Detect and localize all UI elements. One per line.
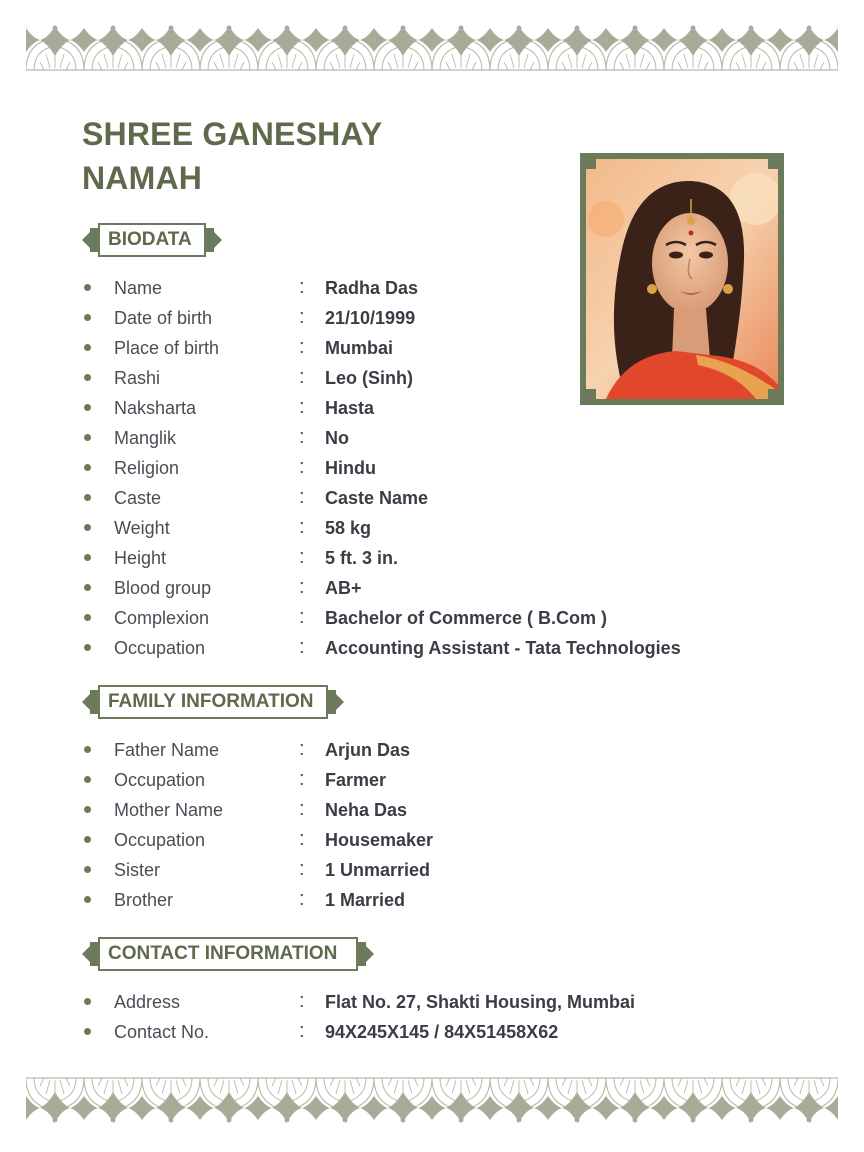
section-heading-text: FAMILY INFORMATION (108, 691, 314, 712)
colon-separator: : (299, 828, 305, 850)
bullet-dot (84, 284, 91, 291)
field-value: AB+ (325, 578, 362, 598)
biodata-row-rashi (0, 363, 864, 393)
bullet-dot (84, 998, 91, 1005)
top-ornamental-border (26, 24, 838, 72)
family-row-mother-occupation (0, 825, 864, 855)
section-heading-biodata (82, 222, 222, 258)
field-label: Caste (114, 488, 162, 508)
field-value: Flat No. 27, Shakti Housing, Mumbai (325, 992, 636, 1012)
family-row-mother-name (0, 795, 864, 825)
bullet-dot (84, 866, 91, 873)
bullet-dot (84, 464, 91, 471)
biodata-row-weight (0, 513, 864, 543)
biodata-row-name (0, 273, 864, 303)
field-value: Hasta (325, 398, 375, 418)
bullet-dot (84, 776, 91, 783)
field-value: 5 ft. 3 in. (325, 548, 399, 568)
biodata-row-naksharta (0, 393, 864, 423)
colon-separator: : (299, 636, 305, 658)
colon-separator: : (299, 768, 305, 790)
field-label: Rashi (114, 368, 161, 388)
bullet-dot (84, 554, 91, 561)
field-value: 1 Unmarried (325, 860, 431, 880)
bullet-dot (84, 614, 91, 621)
colon-separator: : (299, 516, 305, 538)
bottom-ornamental-border (26, 1076, 838, 1124)
colon-separator: : (299, 426, 305, 448)
field-label: Date of birth (114, 308, 213, 328)
colon-separator: : (299, 306, 305, 328)
field-label: Name (114, 278, 163, 298)
family-row-sister (0, 855, 864, 885)
field-label: Weight (114, 518, 170, 538)
colon-separator: : (299, 798, 305, 820)
field-label: Religion (114, 458, 180, 478)
field-label: Blood group (114, 578, 212, 598)
colon-separator: : (299, 606, 305, 628)
family-row-father-occupation (0, 765, 864, 795)
field-label: Sister (114, 860, 161, 880)
biodata-row-complexion (0, 603, 864, 633)
colon-separator: : (299, 486, 305, 508)
field-value: 94X245X145 / 84X51458X62 (325, 1022, 559, 1042)
biodata-row-caste (0, 483, 864, 513)
field-label: Complexion (114, 608, 210, 628)
colon-separator: : (299, 336, 305, 358)
field-label: Address (114, 992, 181, 1012)
field-label: Naksharta (114, 398, 197, 418)
field-value: No (325, 428, 349, 448)
bullet-dot (84, 1028, 91, 1035)
colon-separator: : (299, 276, 305, 298)
field-value: 58 kg (325, 518, 372, 538)
colon-separator: : (299, 888, 305, 910)
section-heading-contact (82, 936, 374, 972)
field-value: Caste Name (325, 488, 429, 508)
contact-row-address (0, 987, 864, 1017)
field-label: Occupation (114, 830, 206, 850)
bullet-dot (84, 836, 91, 843)
field-value: Bachelor of Commerce ( B.Com ) (325, 608, 608, 628)
bullet-dot (84, 404, 91, 411)
colon-separator: : (299, 990, 305, 1012)
field-value: Neha Das (325, 800, 408, 820)
biodata-row-manglik (0, 423, 864, 453)
section-heading-family (82, 684, 344, 720)
field-value: Accounting Assistant - Tata Technologies (325, 638, 681, 658)
biodata-row-pob (0, 333, 864, 363)
bullet-dot (84, 806, 91, 813)
biodata-row-religion (0, 453, 864, 483)
family-row-father-name (0, 735, 864, 765)
biodata-row-height (0, 543, 864, 573)
family-row-brother (0, 885, 864, 915)
field-label: Contact No. (114, 1022, 210, 1042)
colon-separator: : (299, 366, 305, 388)
colon-separator: : (299, 456, 305, 478)
page-title: SHREE GANESHAY NAMAH (82, 116, 382, 196)
field-label: Height (114, 548, 167, 568)
bullet-dot (84, 344, 91, 351)
field-label: Place of birth (114, 338, 220, 358)
bullet-dot (84, 644, 91, 651)
field-label: Occupation (114, 770, 206, 790)
bullet-dot (84, 374, 91, 381)
contact-row-phone (0, 1017, 864, 1047)
field-label: Manglik (114, 428, 177, 448)
field-value: Housemaker (325, 830, 434, 850)
field-value: Hindu (325, 458, 376, 478)
field-label: Mother Name (114, 800, 224, 820)
colon-separator: : (299, 1020, 305, 1042)
field-label: Brother (114, 890, 174, 910)
biodata-row-dob (0, 303, 864, 333)
bullet-dot (84, 314, 91, 321)
colon-separator: : (299, 576, 305, 598)
field-label: Father Name (114, 740, 220, 760)
colon-separator: : (299, 396, 305, 418)
bullet-dot (84, 584, 91, 591)
bullet-dot (84, 434, 91, 441)
colon-separator: : (299, 858, 305, 880)
field-value: Mumbai (325, 338, 394, 358)
field-value: Farmer (325, 770, 387, 790)
field-label: Occupation (114, 638, 206, 658)
biodata-row-occupation (0, 633, 864, 663)
field-value: 21/10/1999 (325, 308, 416, 328)
section-heading-text: BIODATA (108, 229, 192, 250)
bullet-dot (84, 746, 91, 753)
bullet-dot (84, 896, 91, 903)
bullet-dot (84, 494, 91, 501)
field-value: Radha Das (325, 278, 419, 298)
colon-separator: : (299, 738, 305, 760)
bullet-dot (84, 524, 91, 531)
field-value: 1 Married (325, 890, 406, 910)
field-value: Arjun Das (325, 740, 411, 760)
biodata-row-blood-group (0, 573, 864, 603)
section-heading-text: CONTACT INFORMATION (108, 943, 338, 964)
colon-separator: : (299, 546, 305, 568)
field-value: Leo (Sinh) (325, 368, 413, 388)
